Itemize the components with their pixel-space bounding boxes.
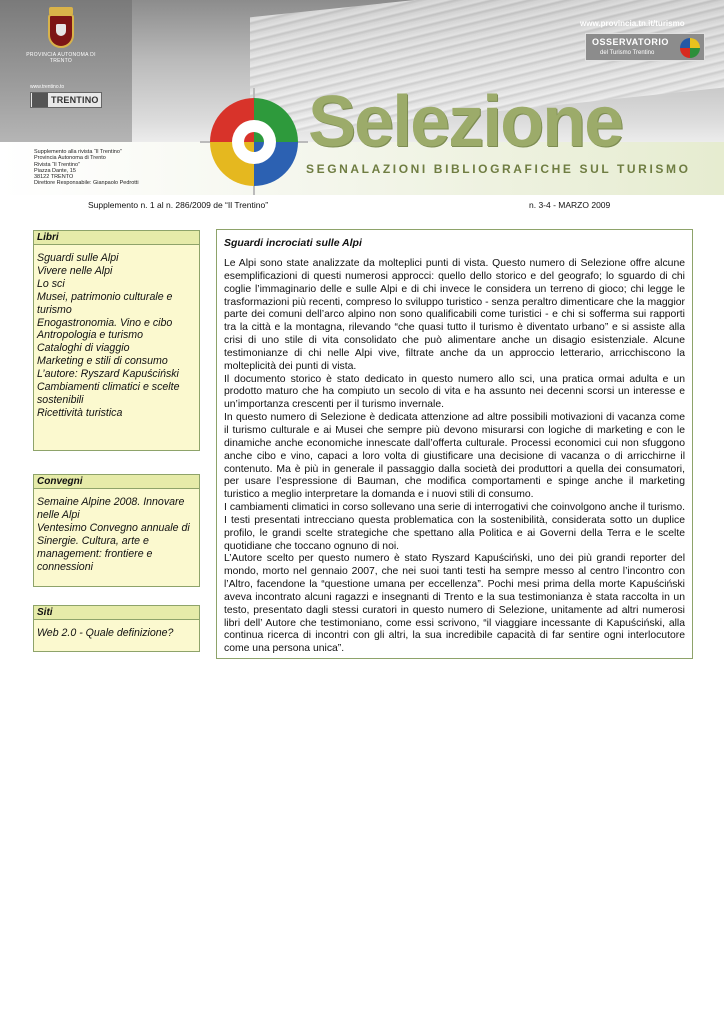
observatory-subtitle: del Turismo Trentino [600,50,655,56]
list-item[interactable]: Musei, patrimonio culturale e [37,290,173,303]
list-item[interactable]: Cataloghi di viaggio [37,342,130,355]
article-title: Sguardi incrociati sulle Alpi [224,237,362,249]
list-item[interactable]: Enogastronomia. Vino e cibo [37,316,173,329]
province-name: PROVINCIA AUTONOMA DI TRENTO [26,52,96,64]
observatory-logo [585,33,705,61]
list-item[interactable]: L’autore: Ryszard Kapuściński [37,368,179,381]
list-item[interactable]: Vivere nelle Alpi [37,264,113,277]
selezione-target-icon [210,98,298,186]
trentino-logo [30,92,102,108]
list-item[interactable]: Antropologia e turismo [37,329,143,342]
article-paragraph: Il documento storico è stato dedicato in questo numero allo sci, una pratica ormai adulta e un prodotto maturo che ha compiuto un secolo di vita e ha assunto nei decenni scorsi un interesse e un’importanza crescenti per il turismo invernale. [224,373,685,411]
site-url: www.provincia.tn.it/turismo [580,19,685,28]
article-paragraph: I cambiamenti climatici in corso sollevano una serie di interrogativi che coinvolgono anche il turismo. I testi presentati intrecciano questa problematica con la sostenibilità, considerata sotto un duplice profilo, le grandi scelte strategiche che spettano alla Politica e ai Governi della Terra e le scelte quotidiane che toccano ognuno di noi. [224,502,685,552]
sidebar-convegni [33,474,200,587]
supplement-line: Supplemento n. 1 al n. 286/2009 de “Il Trentino” [88,200,269,210]
sidebar-siti [33,605,200,652]
observatory-target-icon [680,38,700,58]
province-crest-icon [48,14,74,48]
trentino-logo-text: TRENTINO [51,95,99,105]
list-item[interactable]: Web 2.0 - Quale definizione? [37,627,174,639]
list-item[interactable]: Cambiamenti climatici e scelte [37,381,180,394]
list-item[interactable]: Ricettività turistica [37,406,123,419]
colophon-line: 38122 TRENTO [34,174,74,181]
article-paragraph: L’Autore scelto per questo numero è stato Ryszard Kapuściński, uno dei più grandi reporter del mondo, morto nel gennaio 2007, che nei suoi tanti testi ha sempre messo al centro l’incontro con l’Altro, facendone la “questione umana per eccellenza”. Pochi mesi prima della morte Kapuściński aveva incontrato alcuni ragazzi e insegnanti di Trento e la sua testimonianza è stata raccolta in un testo, presentato dagli stessi curatori in questo numero di Selezione, unitamente ad altri numerosi libri dell’ Autore che testimoniano, come essi scrivono, “il viaggiare incessante di Kapuściński, alla continua ricerca di incontri con gli altri, la sua incredibile capacità di far sentire ogni interlocutore come una persona unica”. [224,553,685,655]
section-heading-siti: Siti [34,606,199,620]
list-item[interactable]: turismo [37,303,72,316]
colophon-line: Direttore Responsabile: Gianpaolo Pedrotti [34,180,139,187]
masthead [0,0,724,195]
list-item[interactable]: Sinergie. Cultura, arte e [37,534,149,547]
sidebar-libri [33,230,200,451]
convegni-list [34,489,199,578]
list-item[interactable]: Marketing e stili di consumo [37,355,168,368]
list-item[interactable]: Lo sci [37,277,65,290]
list-item[interactable]: nelle Alpi [37,508,80,521]
list-item[interactable]: sostenibili [37,393,84,406]
colophon [34,149,139,187]
brand-tagline: SEGNALAZIONI BIBLIOGRAFICHE SUL TURISMO [306,162,691,176]
colophon-line: Piazza Dante, 15 [34,167,76,174]
list-item[interactable]: connessioni [37,560,93,573]
article-paragraph: Le Alpi sono state analizzate da molteplici punti di vista. Questo numero di Selezione offre alcune esemplificazioni di questi numerosi approcci: quello dello storico e del geografo; lo sguardo di chi coglie l’immaginario delle e sulle Alpi e di chi invece le considera un terreno di gioco; chi legge le trasformazioni più recenti, compreso lo sviluppo turistico - senza peraltro dimenticare che la maggior parte dei comuni dell’arco alpino non sono qualificabili come turistici - e chi si sofferma sui rapporti tra la città e la montagna, rilevando “che quasi tutto il turismo è diventato urbano” e si assiste alla crisi di uno stile di vita consolidato che può alimentare anche un disagio esistenziale. Alcune testimonianze di chi nelle Alpi vive, filtrate anche da un approccio letterario, arricchiscono la molteplicità dei punti di vista. [224,258,685,372]
issue-number: n. 3-4 - MARZO 2009 [529,200,611,210]
list-item[interactable]: Semaine Alpine 2008. Innovare [37,496,185,508]
section-heading-convegni: Convegni [34,475,199,489]
article-paragraph: In questo numero di Selezione è dedicata attenzione ad altre possibili motivazioni di vacanza come il turismo culturale e ai Musei che sempre più devono misurarsi con logiche di marketing e con le dinamiche anche economiche innescate dall’offerta culturale. Processi economici cui non sfuggono anche cibo e vino, capaci a loro volta di giustificare una decisione di vacanza o di arricchirne il contenuto. Ma è più in generale il passaggio dalla società dei produttori a quella dei consumatori, per usare l’espressione di Bauman, che modifica comportamenti e spinge anche il marketing turistico a meglio interpretare la domanda e i nuovi stili di consumo. [224,412,685,501]
trentino-logo-icon [32,93,48,107]
brand-title: Selezione [308,82,623,162]
siti-list [34,620,199,645]
list-item[interactable]: Ventesimo Convegno annuale di [37,521,190,534]
editorial-article [216,229,693,659]
publisher-panel [0,0,132,142]
colophon-line: Rivista “Il Trentino” [34,161,80,168]
list-item[interactable]: Sguardi sulle Alpi [37,252,119,264]
section-heading-libri: Libri [34,231,199,245]
observatory-title: OSSERVATORIO [592,37,669,47]
libri-list [34,245,199,425]
colophon-line: Provincia Autonoma di Trento [34,155,106,162]
list-item[interactable]: management: frontiere e [37,547,153,560]
trentino-url: www.trentino.to [30,84,65,90]
colophon-line: Supplemento alla rivista “Il Trentino” [34,149,122,155]
